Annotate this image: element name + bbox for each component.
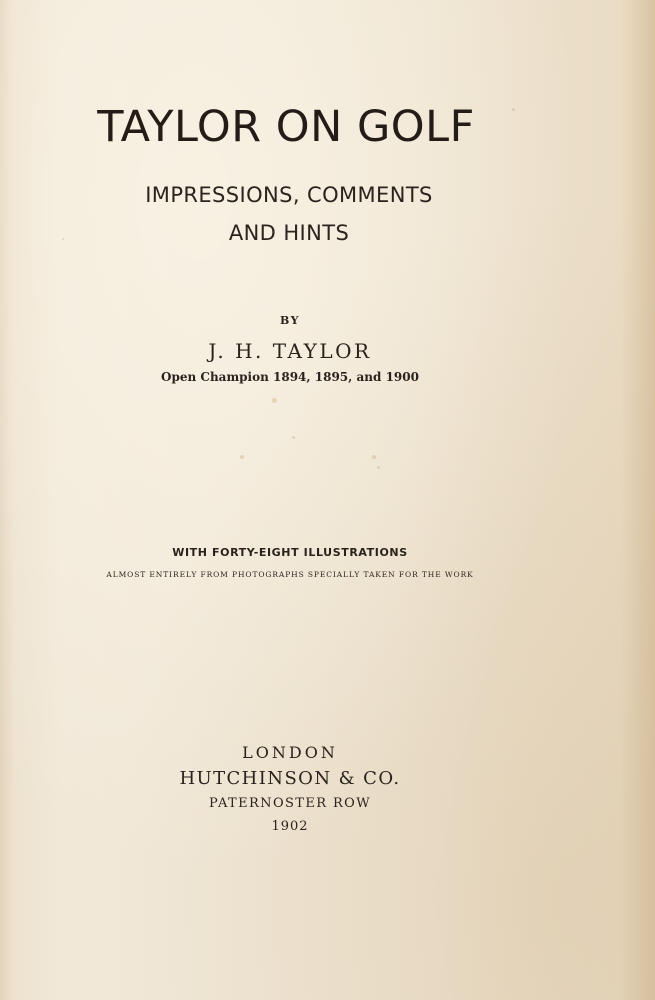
book-title: TAYLOR ON GOLF [97,102,475,152]
foxing-spot [272,398,277,403]
subtitle-line-1: IMPRESSIONS, COMMENTS [145,183,433,207]
imprint-city: LONDON [242,743,338,762]
foxing-spot [377,466,380,469]
author-name: J. H. TAYLOR [208,339,372,363]
illustrations-note: WITH FORTY-EIGHT ILLUSTRATIONS [172,546,408,559]
imprint-address: PATERNOSTER ROW [208,796,371,811]
illustrations-subnote: ALMOST ENTIRELY FROM PHOTOGRAPHS SPECIALLY TAKEN FOR THE WORK [106,570,474,579]
foxing-spot [372,455,376,459]
imprint-year: 1902 [271,819,309,834]
author-credential: Open Champion 1894, 1895, and 1900 [161,370,419,384]
foxing-spot [240,455,244,459]
subtitle-line-2: AND HINTS [228,221,350,245]
by-label: BY [280,314,300,327]
foxing-spot [292,436,295,439]
imprint-publisher: HUTCHINSON & CO. [179,768,401,789]
